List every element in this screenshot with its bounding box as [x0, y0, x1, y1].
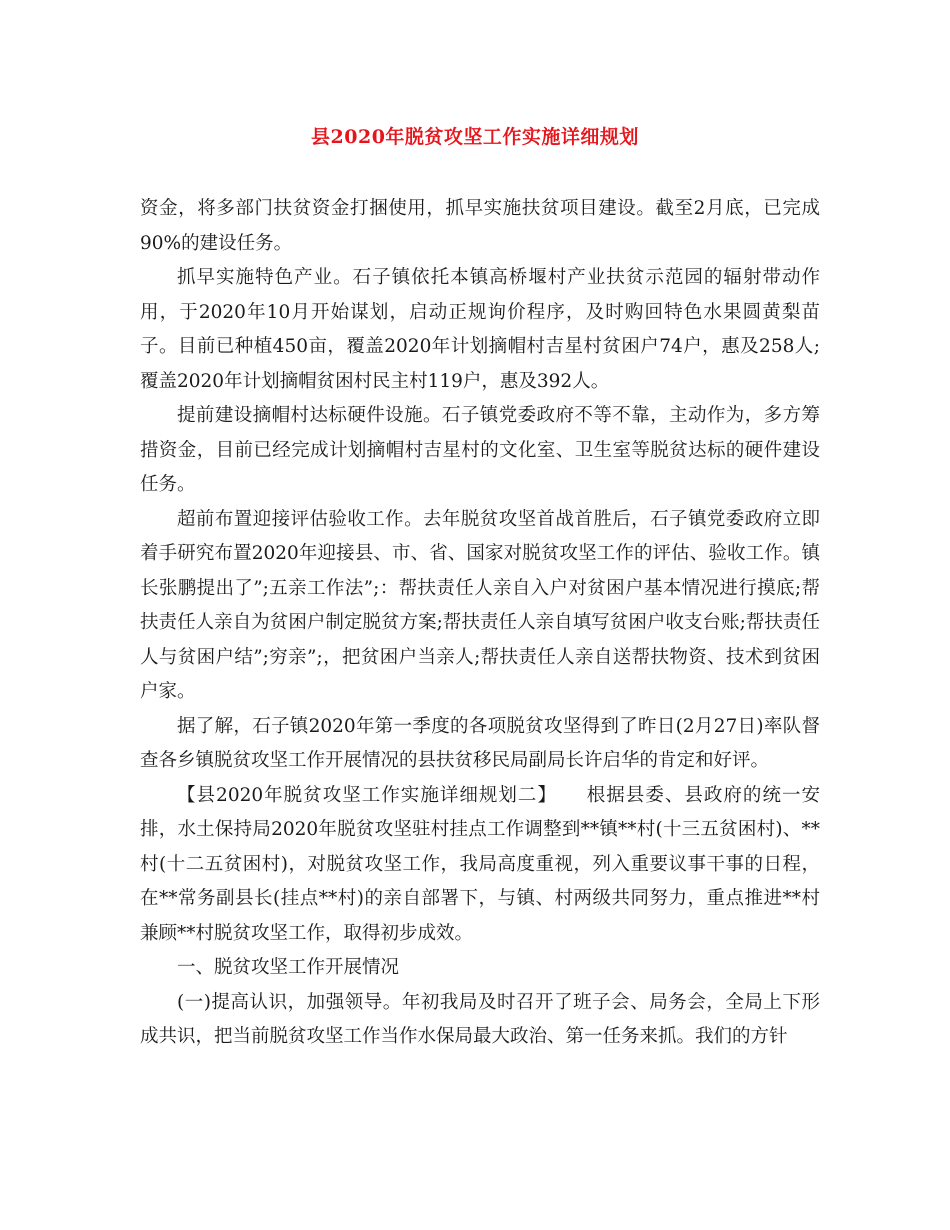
paragraph-industry: 抓早实施特色产业。石子镇依托本镇高桥堰村产业扶贫示范园的辐射带动作用，于2020年10月开始谋划，启动正规询价程序，及时购回特色水果圆黄梨苗子。目前已种植450亩，覆盖2020年计划摘帽村吉星村贫困户74户，惠及258人;覆盖2020年计划摘帽贫困村民主村119户，惠及392人。 — [140, 267, 820, 392]
section-heading: 一、脱贫攻坚工作开展情况 — [177, 957, 400, 978]
paragraph-plan-two: 【县2020年脱贫攻坚工作实施详细规划二】 根据县委、县政府的统一安排，水土保持局2020年脱贫攻坚驻村挂点工作调整到**镇**村(十三五贫困村)、**村(十二五贫困村)，对脱贫攻坚工作，我局高度重视，列入重要议事干事的日程，在**常务副县长(挂点**村)的亲自部署下，与镇、村两级共同努力，重点推进**村兼顾**村脱贫攻坚工作，取得初步成效。 — [140, 784, 820, 944]
document-body — [140, 192, 820, 1055]
paragraph-funding: 资金，将多部门扶贫资金打捆使用，抓早实施扶贫项目建设。截至2月底，已完成90%的建设任务。 — [140, 198, 820, 254]
document-title: 县2020年脱贫攻坚工作实施详细规划 — [311, 126, 639, 148]
paragraph-review: 据了解，石子镇2020年第一季度的各项脱贫攻坚得到了昨日(2月27日)率队督查各乡镇脱贫攻坚工作开展情况的县扶贫移民局副局长许启华的肯定和好评。 — [140, 715, 820, 771]
paragraph-leadership: (一)提高认识，加强领导。年初我局及时召开了班子会、局务会，全局上下形成共识，把当前脱贫攻坚工作当作水保局最大政治、第一任务来抓。我们的方针 — [140, 991, 820, 1047]
paragraph-facilities: 提前建设摘帽村达标硬件设施。石子镇党委政府不等不靠，主动作为，多方筹措资金，目前已经完成计划摘帽村吉星村的文化室、卫生室等脱贫达标的硬件建设任务。 — [140, 405, 820, 495]
paragraph-evaluation: 超前布置迎接评估验收工作。去年脱贫攻坚首战首胜后，石子镇党委政府立即着手研究布置2020年迎接县、市、省、国家对脱贫攻坚工作的评估、验收工作。镇长张鹏提出了”;五亲工作法”;：帮扶责任人亲自入户对贫困户基本情况进行摸底;帮扶责任人亲自为贫困户制定脱贫方案;帮扶责任人亲自填写贫困户收支台账;帮扶责任人与贫困户结”;穷亲”;，把贫困户当亲人;帮扶责任人亲自送帮扶物资、技术到贫困户家。 — [140, 508, 820, 702]
